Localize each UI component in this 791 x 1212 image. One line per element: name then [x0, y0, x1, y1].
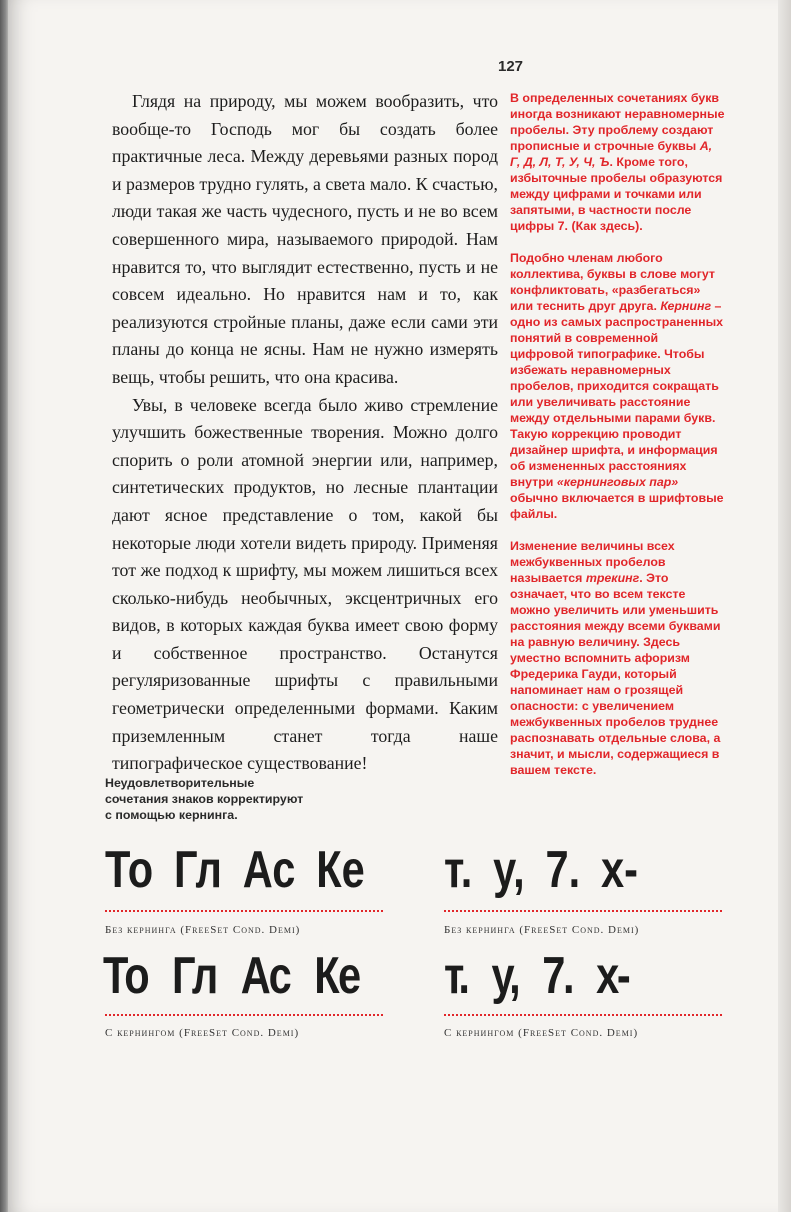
sample-without-kerning-left: [105, 840, 386, 900]
dotted-rule: [444, 910, 722, 912]
letter-pair: 7.: [542, 947, 573, 1005]
letter-pair: х-: [596, 947, 629, 1005]
letter-pair: То: [105, 841, 154, 899]
label-without-kerning: Без кернинга (FreeSet Cond. Demi): [105, 924, 301, 936]
side-note-term: трекинг: [585, 571, 640, 585]
letter-pair: Ас: [242, 841, 296, 899]
side-note-letters: А, Г, Д, Л, Т, У, Ч, Ъ: [510, 139, 713, 169]
side-note-text: . Это означает, что во всем тексте можно увеличить или уменьшить расстояния между всеми буквами на равную величину. Здесь уместно вспомнить афоризм Фредерика Гауди, который напоминает нам о грозящей опасности: с увеличением межбуквенных пробелов труднее распознавать отдельные слова, а значит, и мысли, содержащиеся в вашем тексте.: [510, 571, 721, 777]
side-note-text: Изменение величины всех межбуквенных пробелов называется: [510, 539, 675, 585]
side-note-text: обычно включается в шрифтовые файлы.: [510, 491, 724, 521]
label-with-kerning: С кернингом (FreeSet Cond. Demi): [105, 1027, 300, 1039]
letter-pair: у,: [493, 841, 525, 899]
letter-pair: Ке: [314, 947, 360, 1005]
label-without-kerning: Без кернинга (FreeSet Cond. Demi): [444, 924, 640, 936]
letter-pair: х-: [600, 841, 638, 899]
letter-pair: т.: [444, 841, 473, 899]
letter-pair: То: [103, 947, 149, 1005]
letter-pair: т.: [444, 947, 468, 1005]
sample-with-kerning-right: [444, 946, 652, 1006]
side-note-text: В определенных сочетаниях букв иногда возникают неравномерные пробелы. Эту проблему создают прописные и строчные буквы: [510, 91, 725, 153]
side-note-paragraph-1: [510, 90, 725, 234]
letter-pair: у,: [491, 947, 519, 1005]
letter-pair: Ке: [316, 841, 365, 899]
kerning-caption: Неудовлетворительные сочетания знаков корректируют с помощью кернинга.: [105, 776, 304, 822]
main-text-column: [112, 88, 498, 778]
label-with-kerning: С кернингом (FreeSet Cond. Demi): [444, 1027, 639, 1039]
page-edge: [778, 0, 791, 1212]
sample-with-kerning-left: [103, 946, 384, 1006]
side-note-term: «кернинговых пар»: [556, 475, 679, 489]
side-note-text: – одно из самых распространенных понятий в современной цифровой типографике. Чтобы избежать неравномерных пробелов, приходится сокращать или увеличивать расстояние между отдельными парами букв. Такую коррекцию проводит дизайнер шрифта, и информация об измененных расстояниях внутри: [510, 299, 724, 489]
main-paragraph-1: Глядя на природу, мы можем вообразить, что вообще-то Господь мог бы создать более практичные леса. Между деревьями разных пород и размеров трудно гулять, а света мало. К счастью, люди такая же часть чудесного, пусть и не во всем совершенного мира, называемого природой. Нам нравится то, что выглядит естественно, пусть и не совсем идеально. Но нравится нам и то, как реализуются стройные планы, даже если сами эти планы до конца не ясны. Нам не нужно измерять вещь, чтобы решить, что она красива.: [112, 91, 498, 387]
sample-without-kerning-right: [444, 840, 659, 900]
letter-pair: Гл: [174, 841, 222, 899]
main-paragraph-2: Увы, в человеке всегда было живо стремление улучшить божественные творения. Можно долго спорить о роли атомной энергии или, например, синтетических продуктов, но лесные плантации дают ясное представление о том, какой бы некоторые люди хотели видеть природу. Применяя тот же подход к шрифту, мы можем лишиться всех сколько-нибудь необычных, эксцентричных его видов, в которых каждая буква имеет свою форму и собственное пространство. Останутся регуляризованные шрифты с правильными геометрически определенными формами. Каким приземленным станет тогда наше типографическое существование!: [112, 394, 498, 774]
side-note-term: Кернинг: [660, 299, 712, 313]
side-note-paragraph-3: [510, 538, 725, 778]
letter-pair: Ас: [240, 947, 291, 1005]
side-note-column: [510, 90, 725, 794]
dotted-rule: [444, 1014, 722, 1016]
dotted-rule: [105, 910, 383, 912]
letter-pair: Гл: [172, 947, 217, 1005]
side-note-paragraph-2: [510, 250, 725, 522]
letter-pair: 7.: [545, 841, 581, 899]
side-note-text: . Кроме того, избыточные пробелы образуются между цифрами и точками или запятыми, в частности после цифры 7. (Как здесь).: [510, 155, 723, 233]
side-note-text: Подобно членам любого коллектива, буквы в слове могут конфликтовать, «разбегаться» или теснить друг друга.: [510, 251, 715, 313]
page-number: 127: [498, 58, 524, 75]
dotted-rule: [105, 1014, 383, 1016]
